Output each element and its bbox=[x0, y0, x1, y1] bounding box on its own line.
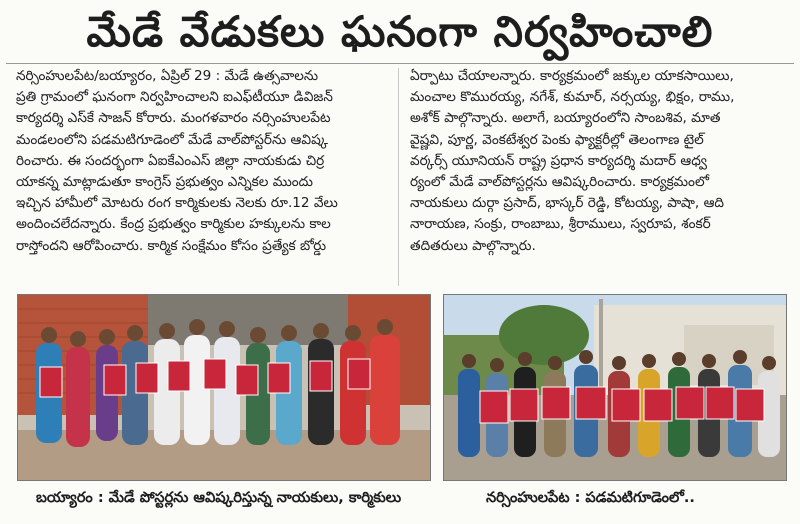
article-line: యాకన్న మాట్లాడుతూ కాంగ్రెస్ ప్రభుత్వం ఎన్నికల ముందు bbox=[16, 174, 313, 191]
headline-rule bbox=[6, 63, 794, 64]
article-line: వర్కర్స్ యూనియన్ రాష్ట్ర ప్రధాన కార్యదర్శి మదార్ ఆధ్వ bbox=[410, 152, 708, 169]
headline: మేడే వేడుకలు ఘనంగా నిర్వహించాలి bbox=[86, 7, 714, 56]
article-line: నర్సింహులపేట/బయ్యారం, ఏప్రిల్ 29 : మేడే ఉత్సవాలను bbox=[16, 68, 319, 84]
article-line: కార్యదర్శి ఎస్‌కే సాజన్ కోరారు. మంగళవారం నర్సింహులపేట bbox=[16, 110, 331, 127]
article-line: వైష్ణవి, పూర్ణ, వెంకటేశ్వర పెంకు ఫ్యాక్టరీల్లో తెలంగాణ టైల్ bbox=[410, 131, 704, 148]
article-line: నాయకులు దుర్గా ప్రసాద్, భాస్కర్ రెడ్డి, కోటయ్య, పాషా, ఆది bbox=[410, 195, 725, 212]
article-line: ప్రతి గ్రామంలో ఘనంగా నిర్వహించాలని ఐఎఫ్‌టీయూ డివిజన్ bbox=[16, 89, 333, 106]
article-line: నారాయణ, సంక్రు, రాంబాబు, శ్రీరాములు, స్వరూప, శంకర్ bbox=[410, 216, 711, 233]
article-line: రించారు. ఈ సందర్భంగా ఏఐకేఎంఎస్ జిల్లా నాయకుడు చిర్ర bbox=[16, 152, 325, 169]
photo-bayyaram-image bbox=[18, 295, 430, 480]
article-column-left bbox=[16, 66, 388, 257]
article-line: ర్యంలో మేడే వాల్‌పోస్టర్లను ఆవిష్కరించారు. కార్యక్రమంలో bbox=[410, 174, 709, 191]
photo-bayyaram bbox=[17, 294, 431, 481]
article-column-right bbox=[410, 66, 784, 257]
article-line: మంచాల కొమురయ్య, నగేశ్, కుమార్, నర్సయ్య, భిక్షం, రాము, bbox=[410, 89, 735, 106]
article-line: అశోక్ పాల్గొన్నారు. అలాగే, బయ్యారంలోని సాంబశివ, మాత bbox=[410, 110, 721, 127]
photo-caption-right: నర్సింహులపేట : పడమటిగూడెంలో.. bbox=[486, 490, 695, 506]
article-line: తదితరులు పాల్గొన్నారు. bbox=[410, 237, 536, 254]
article-line: రాస్తోందని ఆరోపించారు. కార్మిక సంక్షేమం కోసం ప్రత్యేక బోర్డు bbox=[16, 237, 327, 254]
article-line: ఏర్పాటు చేయాలన్నారు. కార్యక్రమంలో జక్కుల యాకసాయిలు, bbox=[410, 68, 734, 84]
article-line: అందించలేదన్నారు. కేంద్ర ప్రభుత్వం కార్మికుల హక్కులను కాల bbox=[16, 216, 331, 233]
article-line: ఇచ్చిన హామీలో మోటరు రంగ కార్మికులకు నెలకు రూ.12 వేలు bbox=[16, 195, 338, 212]
column-divider bbox=[398, 68, 399, 286]
photo-padamatigudem bbox=[443, 294, 787, 481]
photo-caption-left: బయ్యారం : మేడే పోస్టర్లను ఆవిష్కరిస్తున్న నాయకులు, కార్మికులు bbox=[36, 490, 402, 506]
photo-padamatigudem-image bbox=[444, 295, 786, 480]
article-line: మండలంలోని పడమటిగూడెంలో మేడే వాల్‌పోస్టర్‌ను ఆవిష్క bbox=[16, 131, 328, 148]
